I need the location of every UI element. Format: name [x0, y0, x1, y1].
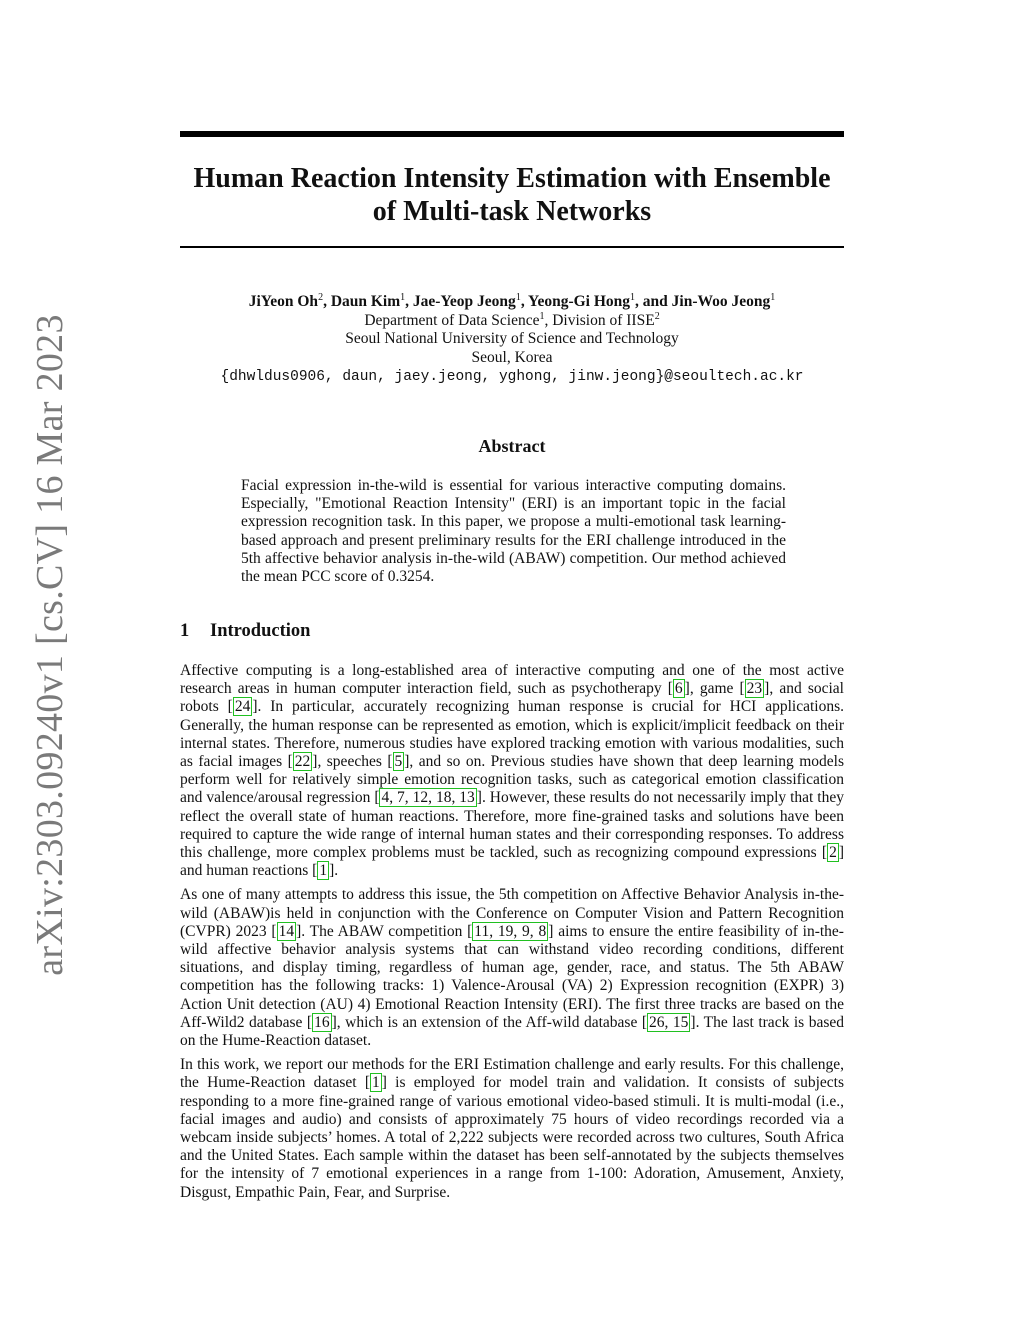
text-run: ]. The ABAW competition [ — [296, 922, 473, 940]
author-name: , Yeong-Gi Hong — [520, 293, 631, 310]
citation-link[interactable]: 11, 19, 9, 8 — [474, 922, 547, 940]
text-run: ] aims to ensure the entire feasibility of in-the-wild affective behavior analysis systems that can withstand video recording conditions, different situations, and display timing, regardless of human age, gender, race, and status. The 5th ABAW competition has the following tracks: 1) Valence-Arousal (VA) 2) Expression recognition (EXPR) 3) Action Unit detection (AU) 4) Emotional Reaction Intensity (ERI). The first three tracks are based on the Aff-Wild2 database [ — [180, 922, 844, 1031]
department-name: Department of Data Science — [364, 311, 540, 329]
abstract-heading: Abstract — [478, 436, 546, 456]
text-run: ]. — [329, 862, 339, 880]
citation-link[interactable]: 6 — [674, 680, 683, 698]
author-affil-mark: 1 — [515, 292, 521, 303]
author-name: JiYeon Oh — [248, 293, 319, 310]
author-list — [150, 293, 874, 312]
text-run: ], which is an extension of the Aff-wild database [ — [331, 1013, 647, 1031]
author-affil-mark: 1 — [770, 292, 776, 303]
title-line-1: Human Reaction Intensity Estimation with Ensemble — [193, 163, 831, 194]
arxiv-identifier: arXiv:2303.09240v1 [cs.CV] 16 Mar 2023 — [29, 314, 71, 976]
author-name: , Daun Kim — [323, 293, 401, 310]
author-affil-mark: 1 — [630, 292, 636, 303]
citation-link[interactable]: 4, 7, 12, 18, 13 — [381, 789, 475, 807]
affiliation-university: Seoul National University of Science and Technology — [345, 330, 679, 347]
paragraph — [180, 662, 844, 880]
citation-link[interactable]: 1 — [319, 862, 328, 880]
text-run: ], game [ — [684, 680, 745, 698]
citation-link[interactable]: 23 — [746, 680, 763, 698]
citation-link[interactable]: 24 — [234, 698, 251, 716]
title-line-2: of Multi-task Networks — [372, 196, 652, 227]
section-number: 1 — [180, 621, 190, 641]
affil-mark: 2 — [654, 310, 660, 322]
author-affil-mark: 2 — [318, 292, 324, 303]
author-emails: {dhwldus0906, daun, jaey.jeong, yghong, jinw.jeong}@seoultech.ac.kr — [220, 369, 804, 385]
citation-link[interactable]: 2 — [829, 844, 837, 862]
author-name: , Jae-Yeop Jeong — [405, 293, 516, 310]
text-run: ], speeches [ — [312, 753, 393, 771]
text-run: As one of many attempts to address this issue, the 5th competition on Affective Behavior Analysis in-the-wild (ABAW)is held in conjunction with the Conference on Computer Vision and Pattern Recognition (CVPR) 2023 [ — [180, 886, 844, 940]
citation-link[interactable]: 22 — [294, 753, 311, 771]
abstract-text: Facial expression in-the-wild is essential for various interactive computing domains. Especially, "Emotional Reaction Intensity" (ERI) is an important topic in the facial expression recognition task. In this paper, we propose a multi-emotional task learning-based approach and present preliminary results for the ERI challenge introduced in the 5th affective behavior analysis in-the-wild (ABAW) competition. Our method achieved the mean PCC score of 0.3254. — [241, 477, 786, 586]
paragraph — [180, 1056, 844, 1202]
paragraph — [180, 886, 844, 1050]
text-run: ]. However, these results do not necessarily imply that they reflect the overall state of human reactions. Therefore, more fine-grained tasks and solutions have been required to capture the wide range of internal human states and their corresponding responses. To address this challenge, more complex problems must be tackled, such as recognizing compound expressions [ — [180, 789, 844, 862]
affiliation-departments — [150, 312, 874, 331]
citation-link[interactable]: 26, 15 — [649, 1013, 689, 1031]
title-top-rule — [180, 131, 844, 137]
introduction-body — [180, 662, 844, 1208]
section-title: Introduction — [210, 621, 311, 641]
citation-link[interactable]: 5 — [394, 753, 403, 771]
text-run: ] and human reactions [ — [180, 844, 844, 880]
text-run: In this work, we report our methods for the ERI Estimation challenge and early results. For this challenge, the Hume-Reaction dataset [ — [180, 1056, 844, 1092]
text-run: ], and social robots [ — [180, 680, 844, 716]
text-run: ] is employed for model train and validation. It consists of subjects responding to a more fine-grained range of various emotional video-based stimuli. It is multi-modal (i.e., facial images and audio) and consists of approximately 75 hours of video recordings recorded via a webcam inside subjects’ homes. A total of 2,222 subjects were recorded across two cultures, South Africa and the United States. Each sample within the dataset has been self-annotated by the subjects themselves for the intensity of 7 emotional experiences in a range from 1-100: Adoration, Amusement, Anxiety, Disgust, Empathic Pain, Fear, and Surprise. — [180, 1074, 844, 1201]
affiliation-location: Seoul, Korea — [471, 348, 553, 366]
text-run: Affective computing is a long-established area of interactive computing and one of the most active research areas in human computer interaction field, such as psychotherapy [ — [180, 662, 844, 698]
section-heading-introduction — [180, 621, 310, 642]
division-name: , Division of IISE — [544, 311, 655, 329]
author-name: , and Jin-Woo Jeong — [635, 293, 771, 310]
citation-link[interactable]: 1 — [372, 1074, 380, 1092]
title-bottom-rule — [180, 246, 844, 248]
affil-mark: 1 — [539, 310, 545, 322]
text-run: ]. In particular, accurately recognizing human response is crucial for HCI applications. Generally, the human response can be represented as emotion, which is explicit/implicit feedback on their internal states. Therefore, numerous studies have explored tracking emotion with various modalities, such as facial images [ — [180, 698, 844, 771]
author-affil-mark: 1 — [400, 292, 406, 303]
citation-link[interactable]: 16 — [314, 1013, 330, 1031]
paper-title — [180, 162, 844, 228]
citation-link[interactable]: 14 — [278, 922, 295, 940]
text-run: ], and so on. Previous studies have shown that deep learning models perform well for relatively simple emotion recognition tasks, such as categorical emotion classification and valence/arousal regression [ — [180, 753, 845, 807]
author-block — [150, 293, 874, 387]
text-run: ]. The last track is based on the Hume-Reaction dataset. — [180, 1013, 844, 1050]
